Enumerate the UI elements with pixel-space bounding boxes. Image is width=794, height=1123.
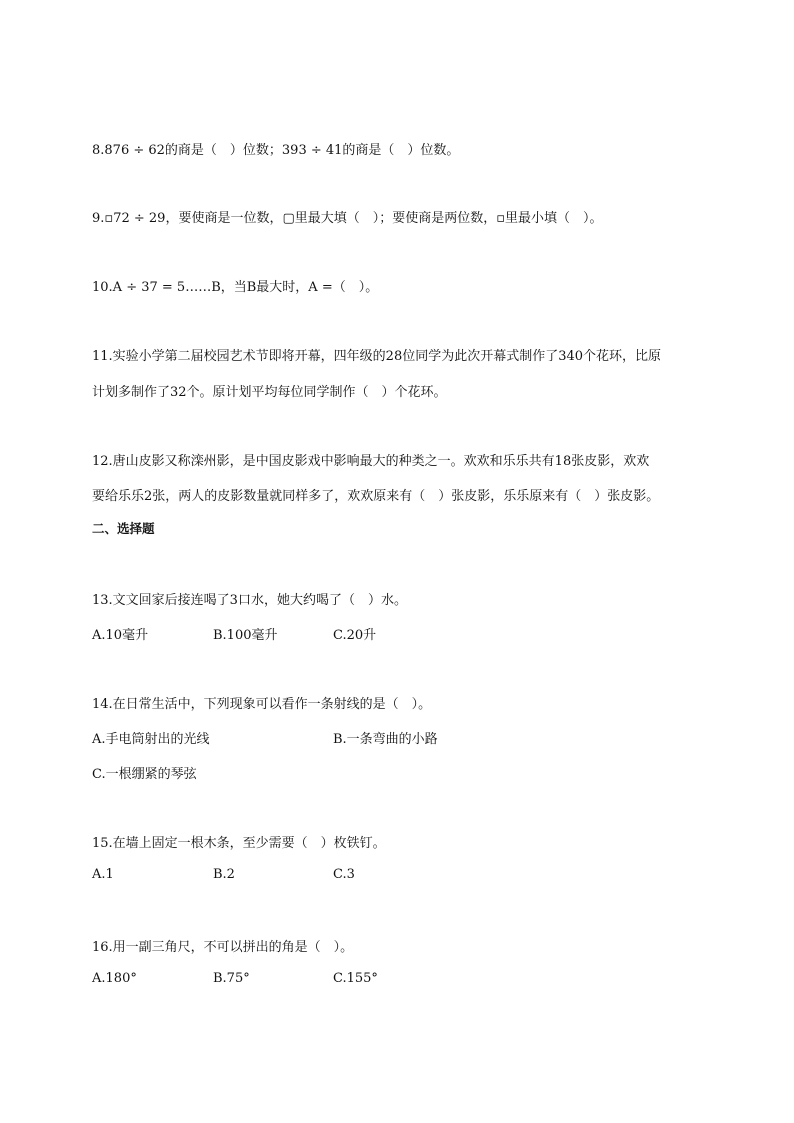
question-11-line-2: 计划多制作了32个。原计划平均每位同学制作（ ）个花环。 — [92, 385, 447, 400]
q13-option-b: B.100毫升 — [213, 628, 278, 643]
question-16: 16.用一副三角尺，不可以拼出的角是（ ）。 — [92, 940, 354, 955]
q13-option-a: A.10毫升 — [92, 628, 149, 643]
section-title-choice: 二、选择题 — [92, 521, 155, 536]
q15-option-b: B.2 — [213, 867, 235, 882]
question-9: 9.▫72 ÷ 29，要使商是一位数，▢里最大填（ ）；要使商是两位数，▫里最小填（ ）。 — [92, 211, 603, 226]
question-11-line-1: 11.实验小学第二届校园艺术节即将开幕，四年级的28位同学为此次开幕式制作了340个花环，比原 — [92, 349, 662, 364]
q15-option-a: A.1 — [92, 867, 114, 882]
question-14: 14.在日常生活中，下列现象可以看作一条射线的是（ ）。 — [92, 697, 432, 712]
q14-option-c: C.一根绷紧的琴弦 — [92, 767, 197, 782]
question-12-line-2: 要给乐乐2张，两人的皮影数量就同样多了，欢欢原来有（ ）张皮影，乐乐原来有（ ）张皮影。 — [92, 489, 660, 504]
question-15: 15.在墙上固定一根木条，至少需要（ ）枚铁钉。 — [92, 836, 386, 851]
q14-option-a: A.手电筒射出的光线 — [92, 732, 210, 747]
question-12-line-1: 12.唐山皮影又称滦州影，是中国皮影戏中影响最大的种类之一。欢欢和乐乐共有18张皮影，欢欢 — [92, 454, 650, 469]
q14-option-b: B.一条弯曲的小路 — [333, 732, 438, 747]
q13-option-c: C.20升 — [333, 628, 377, 643]
question-13: 13.文文回家后接连喝了3口水，她大约喝了（ ）水。 — [92, 593, 407, 608]
q16-option-a: A.180° — [92, 971, 137, 986]
question-10: 10.A ÷ 37 = 5……B，当B最大时，A =（ ）。 — [92, 280, 379, 295]
q16-option-b: B.75° — [213, 971, 250, 986]
question-8: 8.876 ÷ 62的商是（ ）位数；393 ÷ 41的商是（ ）位数。 — [92, 143, 460, 158]
q15-option-c: C.3 — [333, 867, 355, 882]
q16-option-c: C.155° — [333, 971, 378, 986]
